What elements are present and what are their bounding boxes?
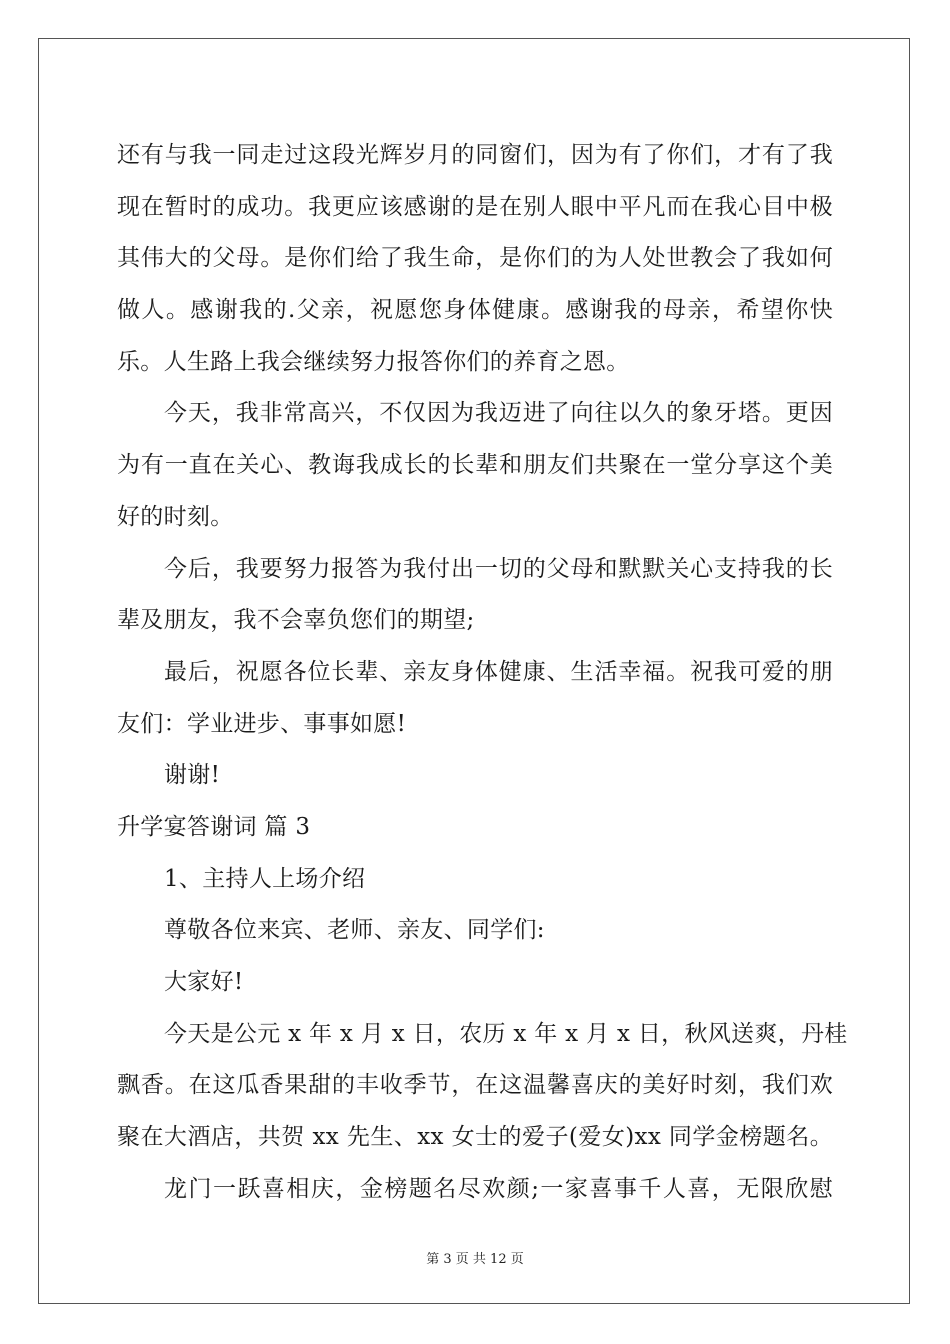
text-line: 还有与我一同走过这段光辉岁月的同窗们，因为有了你们，才有了我	[117, 142, 833, 168]
text-line: 做人。感谢我的.父亲，祝愿您身体健康。感谢我的母亲，希望你快	[117, 297, 833, 324]
text-line: 1、主持人上场介绍	[164, 865, 366, 892]
text-line: 友们：学业进步、事事如愿!	[117, 710, 407, 737]
text-line: 今天是公元 x 年 x 月 x 日，农历 x 年 x 月 x 日，秋风送爽，丹桂	[164, 1020, 848, 1047]
page-footer: 第 3 页 共 12 页	[426, 1252, 524, 1267]
text-line: 其伟大的父母。是你们给了我生命，是你们的为人处世教会了我如何	[117, 245, 833, 272]
text-line: 为有一直在关心、教诲我成长的长辈和朋友们共聚在一堂分享这个美	[117, 452, 833, 479]
text-line: 乐。人生路上我会继续努力报答你们的养育之恩。	[117, 348, 630, 375]
text-line: 今天，我非常高兴，不仅因为我迈进了向往以久的象牙塔。更因	[164, 400, 833, 427]
text-line: 尊敬各位来宾、老师、亲友、同学们:	[164, 917, 545, 944]
text-line: 好的时刻。	[117, 503, 234, 530]
text-line: 龙门一跃喜相庆，金榜题名尽欢颜;一家喜事千人喜，无限欣慰	[164, 1175, 833, 1202]
text-line: 今后，我要努力报答为我付出一切的父母和默默关心支持我的长	[164, 555, 833, 582]
text-line: 谢谢!	[164, 762, 221, 789]
section-heading: 升学宴答谢词 篇 3	[117, 813, 311, 840]
text-line: 现在暂时的成功。我更应该感谢的是在别人眼中平凡而在我心目中极	[117, 193, 833, 220]
document-body	[117, 130, 848, 1215]
text-line: 聚在大酒店，共贺 xx 先生、xx 女士的爱子(爱女)xx 同学金榜题名。	[117, 1124, 833, 1151]
text-line: 大家好!	[164, 969, 244, 995]
text-line: 最后，祝愿各位长辈、亲友身体健康、生活幸福。祝我可爱的朋	[164, 658, 833, 685]
text-line: 辈及朋友，我不会辜负您们的期望;	[117, 607, 475, 634]
text-line: 飘香。在这瓜香果甜的丰收季节，在这温馨喜庆的美好时刻，我们欢	[117, 1072, 833, 1099]
